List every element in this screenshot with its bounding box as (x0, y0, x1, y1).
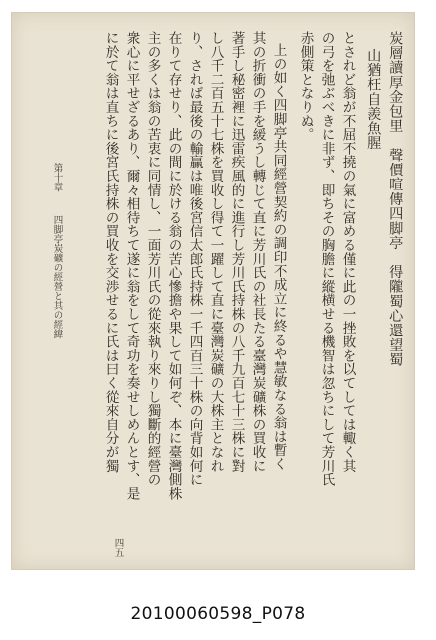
book-page (11, 12, 415, 570)
image-id-caption: 20100060598_P078 (130, 604, 306, 624)
body-text-column: 赤側策となりぬ。 (297, 31, 314, 142)
body-text-column: 衆心に平せざるあり、爾々相待ちて遂に翁をして奇功を奏せしめんとす、是 (123, 31, 140, 501)
body-text-column: 主の多くは翁の苦衷に同情し、一面芳川氏の從來執り來りし獨斷的經營の (144, 31, 161, 487)
body-text-column: 其の折衝の手を緩うし轉じて直に芳川氏の社長たる臺灣炭礦株の買收に (249, 31, 266, 473)
heading-line-1: 炭層讀厚金包里 聲價喧傳四脚亭 得隴蜀心還望蜀 (387, 31, 404, 367)
body-text-column: 在りて存せり、此の間に於ける翁の苦心慘擔や果して如何ぞ、本に臺灣側株 (165, 31, 182, 501)
chapter-label: 第十章 (51, 163, 63, 192)
heading-line-2: 山猶枉自羨魚腥 (365, 48, 382, 151)
page-number: 四五 (112, 538, 124, 557)
chapter-subtitle: 四脚亭炭礦の經營と其の經緯 (51, 215, 63, 339)
body-text-column: 著手し秘密裡に迅雷疾風的に進行し芳川氏持株の八千九百七十三株に對 (228, 31, 245, 473)
body-text-column: 上の如く四脚亭共同經營契約の調印不成立に終るや慧敏なる翁は暫く (270, 43, 287, 471)
body-text-column: り、されば最後の輸贏は唯後宮信太郎氏持株一千四百三十株の向背如何に (186, 31, 203, 487)
body-text-column: とされど翁が不屈不撓の氣に富める僅に此の一挫敗を以てしては輙く其 (339, 31, 356, 473)
body-text-column: に於て翁は直ちに後宮氏持株の買收を交渉せるに氏は曰く從來自分が獨 (102, 31, 119, 473)
body-text-column: し八千二百五十七株を買收し得て一躍して直に臺灣炭礦の大株主となれ (207, 31, 224, 473)
body-text-column: の弓を弛ぶべきに非ず、即ちその胸膽に縱横せる機智は忽ちにして芳川氏 (318, 31, 335, 487)
